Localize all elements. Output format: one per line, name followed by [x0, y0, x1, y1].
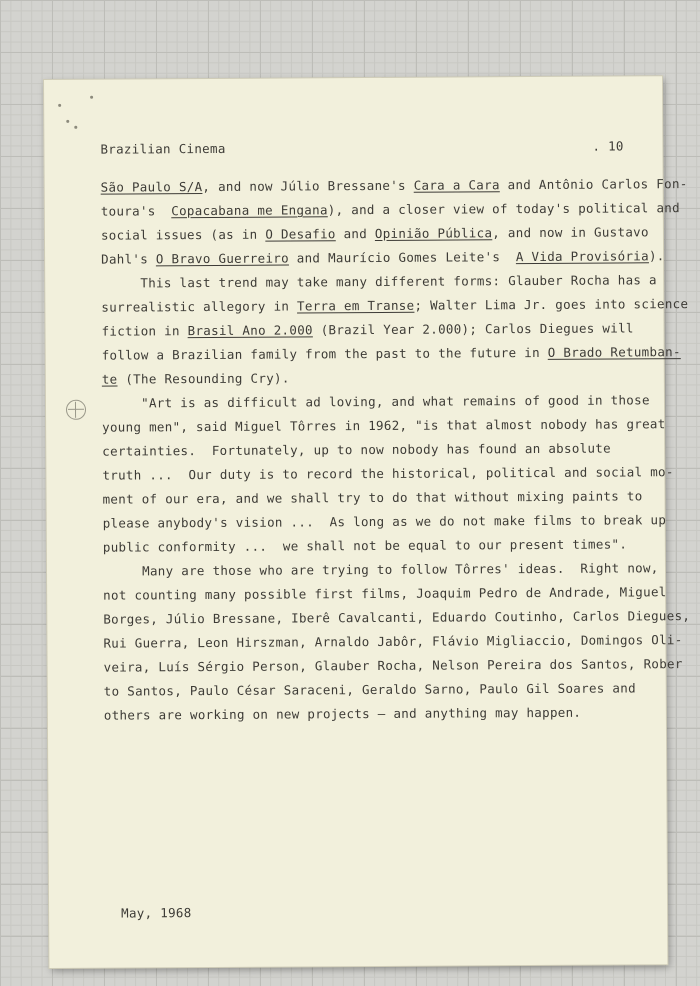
text-run: to Santos, Paulo César Saraceni, Geraldo Sarno, Paulo Gil Soares and	[103, 680, 636, 699]
text-line	[101, 292, 689, 319]
film-title: Cara a Cara	[413, 177, 500, 193]
text-run: truth ... Our duty is to record the historical, political and social mo-	[102, 464, 674, 483]
text-line	[102, 436, 662, 463]
text-run: and	[335, 225, 375, 242]
film-title: O Desafio	[265, 226, 336, 242]
text-run: ment of our era, and we shall try to do that without mixing paints to	[102, 488, 643, 507]
text-line	[104, 700, 664, 727]
text-line	[103, 532, 663, 559]
text-run: "Art is as difficult ad loving, and what remains of good in those	[101, 392, 650, 411]
text-line	[102, 412, 666, 439]
running-header: Brazilian Cinema	[100, 140, 226, 157]
text-run: fiction in	[101, 323, 188, 339]
text-run: certainties. Fortunately, up to now nobody has found an absolute	[102, 440, 611, 459]
text-line	[101, 220, 661, 247]
page-number: . 10	[592, 138, 624, 154]
text-run: others are working on new projects — and anything may happen.	[103, 704, 582, 723]
text-line	[100, 172, 688, 199]
typed-page	[44, 76, 691, 968]
text-line	[102, 484, 662, 511]
text-line	[102, 508, 667, 535]
film-title: Terra em Transe	[296, 297, 415, 314]
film-title: Opinião Pública	[374, 225, 493, 241]
film-title: te	[101, 371, 118, 387]
text-run: , and now Júlio Bressane's	[202, 177, 414, 195]
text-run: Dahl's	[101, 251, 156, 267]
body-text	[100, 172, 691, 727]
film-title: Brasil Ano 2.000	[187, 322, 313, 339]
text-run: please anybody's vision ... As long as we do not make films to break up	[102, 512, 667, 531]
text-run: ; Walter Lima Jr. goes into science	[414, 296, 689, 313]
binder-hole-icon	[66, 400, 86, 420]
text-line	[103, 628, 683, 655]
text-run: toura's	[100, 203, 172, 219]
film-title: São Paulo S/A	[100, 179, 203, 195]
text-run: and Antônio Carlos Fon-	[499, 176, 688, 193]
text-line	[100, 196, 680, 223]
text-run: not counting many possible first films, Joaquim Pedro de Andrade, Miguel	[103, 584, 667, 603]
text-run: Borges, Júlio Bressane, Iberê Cavalcanti, Eduardo Coutinho, Carlos Diegues,	[103, 608, 691, 627]
text-run: veira, Luís Sérgio Person, Glauber Rocha, Nelson Pereira dos Santos, Rober	[103, 656, 683, 675]
text-run: young men", said Miguel Tôrres in 1962, "is that almost nobody has great	[102, 416, 666, 435]
text-line	[101, 268, 661, 295]
text-run: ), and a closer view of today's political and	[327, 200, 680, 218]
text-run: Rui Guerra, Leon Hirszman, Arnaldo Jabôr, Flávio Migliaccio, Domingos Oli-	[103, 632, 683, 651]
text-run: public conformity ... we shall not be equal to our present times".	[102, 536, 628, 555]
text-line	[103, 556, 663, 583]
text-run: Many are those who are trying to follow Tôrres' ideas. Right now,	[102, 560, 659, 579]
film-title: Copacabana me Engana	[171, 202, 328, 219]
text-run: surrealistic allegory in	[101, 298, 298, 315]
punch-mark	[90, 96, 93, 99]
text-run: (The Resounding Cry).	[117, 370, 290, 387]
text-run: ).	[648, 248, 665, 264]
punch-mark	[58, 104, 61, 107]
text-line	[103, 652, 683, 679]
film-title: O Brado Retumban-	[547, 344, 681, 360]
text-line	[102, 364, 662, 391]
text-run: follow a Brazilian family from the past to the future in	[101, 344, 548, 363]
text-line	[103, 604, 691, 631]
date-line: May, 1968	[121, 905, 192, 921]
text-line	[101, 244, 665, 271]
text-line	[101, 340, 681, 367]
punch-mark	[66, 120, 69, 123]
text-run: (Brazil Year 2.000); Carlos Diegues will	[312, 320, 634, 338]
text-run: This last trend may take many different forms: Glauber Rocha has a	[101, 272, 657, 291]
text-run: , and now in Gustavo	[492, 224, 649, 241]
text-line	[102, 388, 662, 415]
text-run: and Maurício Gomes Leite's	[288, 249, 516, 266]
punch-mark	[74, 126, 77, 129]
text-line	[102, 460, 674, 487]
text-run: social issues (as in	[100, 226, 266, 243]
text-line	[103, 580, 667, 607]
text-line	[104, 676, 664, 703]
film-title: A Vida Provisória	[515, 248, 649, 265]
text-line	[101, 316, 661, 343]
film-title: O Bravo Guerreiro	[155, 250, 289, 267]
